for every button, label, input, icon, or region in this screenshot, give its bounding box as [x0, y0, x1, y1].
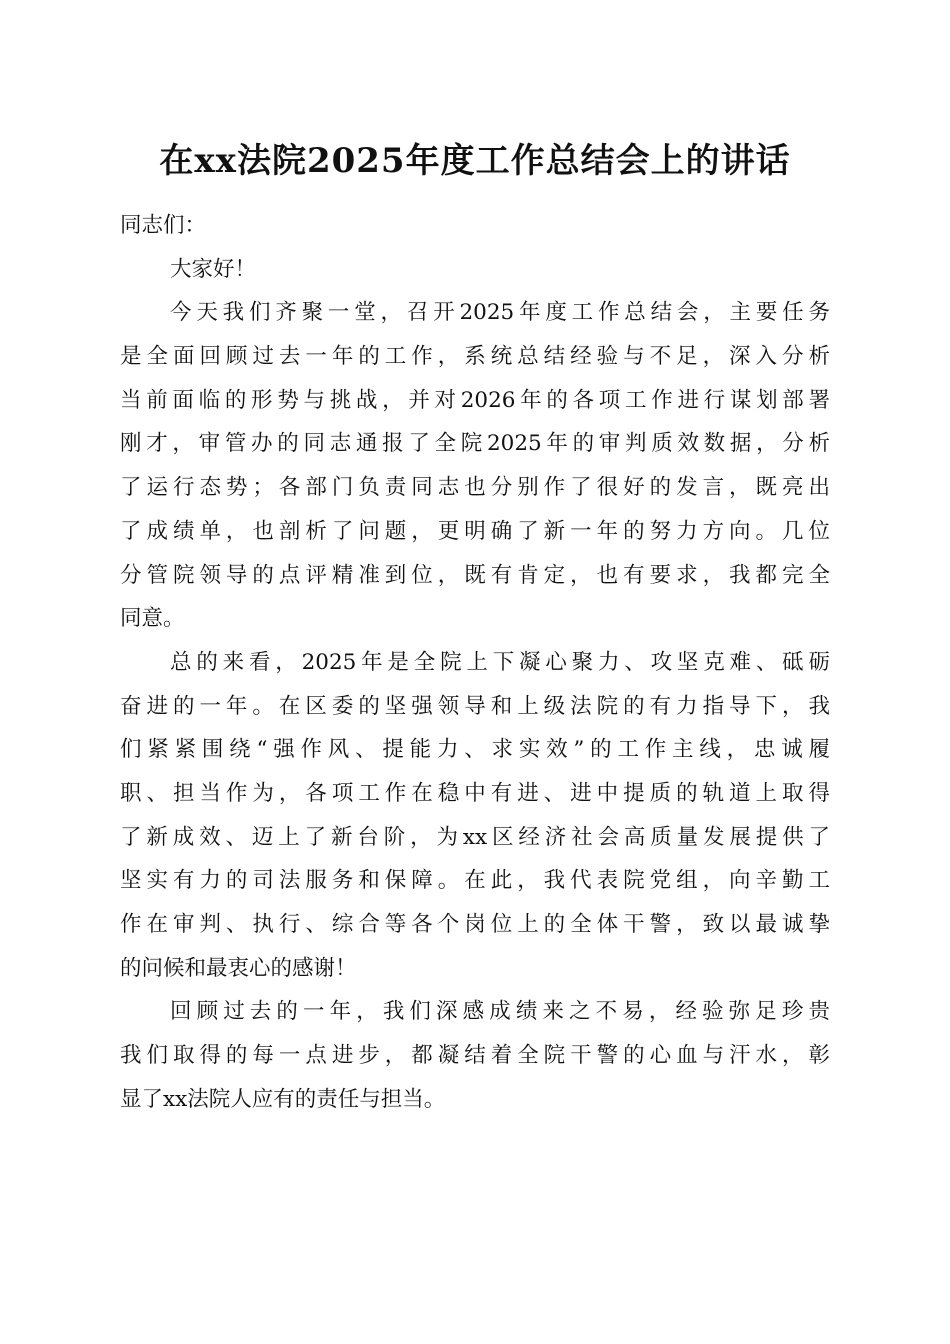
text-line: 今天我们齐聚一堂，召开2025年度工作总结会，主要任务: [170, 300, 830, 326]
text-line: 的问候和最衷心的感谢！: [120, 955, 357, 981]
text-line: 总的来看，2025年是全院上下凝心聚力、攻坚克难、砥砺: [170, 649, 830, 675]
text-line: 同志们：: [120, 213, 207, 238]
text-line: 同意。: [120, 606, 185, 632]
text-line: 奋进的一年。在区委的坚强领导和上级法院的有力指导下，我: [120, 693, 830, 719]
text-line: 了运行态势；各部门负责同志也分别作了很好的发言，既亮出: [120, 475, 830, 501]
text-line: 作在审判、执行、综合等各个岗位上的全体干警，致以最诚挚: [120, 912, 830, 937]
document-body: [120, 204, 830, 1121]
text-line: 了成绩单，也剖析了问题，更明确了新一年的努力方向。几位: [120, 518, 830, 544]
text-line: 是全面回顾过去一年的工作，系统总结经验与不足，深入分析: [120, 344, 830, 370]
text-line: 当前面临的形势与挑战，并对2026年的各项工作进行谋划部署: [120, 387, 830, 413]
text-line: 分管院领导的点评精准到位，既有肯定，也有要求，我都完全: [120, 562, 830, 588]
text-line: 职、担当作为，各项工作在稳中有进、进中提质的轨道上取得: [120, 780, 830, 806]
text-line: 大家好！: [170, 256, 257, 282]
text-line: 回顾过去的一年，我们深感成绩来之不易，经验弥足珍贵: [170, 999, 830, 1025]
document-title: 在xx法院2025年度工作总结会上的讲话: [159, 141, 791, 181]
text-line: 我们取得的每一点进步，都凝结着全院干警的心血与汗水，彰: [120, 1043, 830, 1069]
text-line: 们紧紧围绕“强作风、提能力、求实效”的工作主线，忠诚履: [120, 737, 830, 763]
text-line: 了新成效、迈上了新台阶，为xx区经济社会高质量发展提供了: [120, 824, 830, 850]
text-line: 坚实有力的司法服务和保障。在此，我代表院党组，向辛勤工: [120, 868, 830, 894]
text-line: 显了xx法院人应有的责任与担当。: [120, 1086, 446, 1112]
text-line: 刚才，审管办的同志通报了全院2025年的审判质效数据，分析: [120, 431, 830, 457]
